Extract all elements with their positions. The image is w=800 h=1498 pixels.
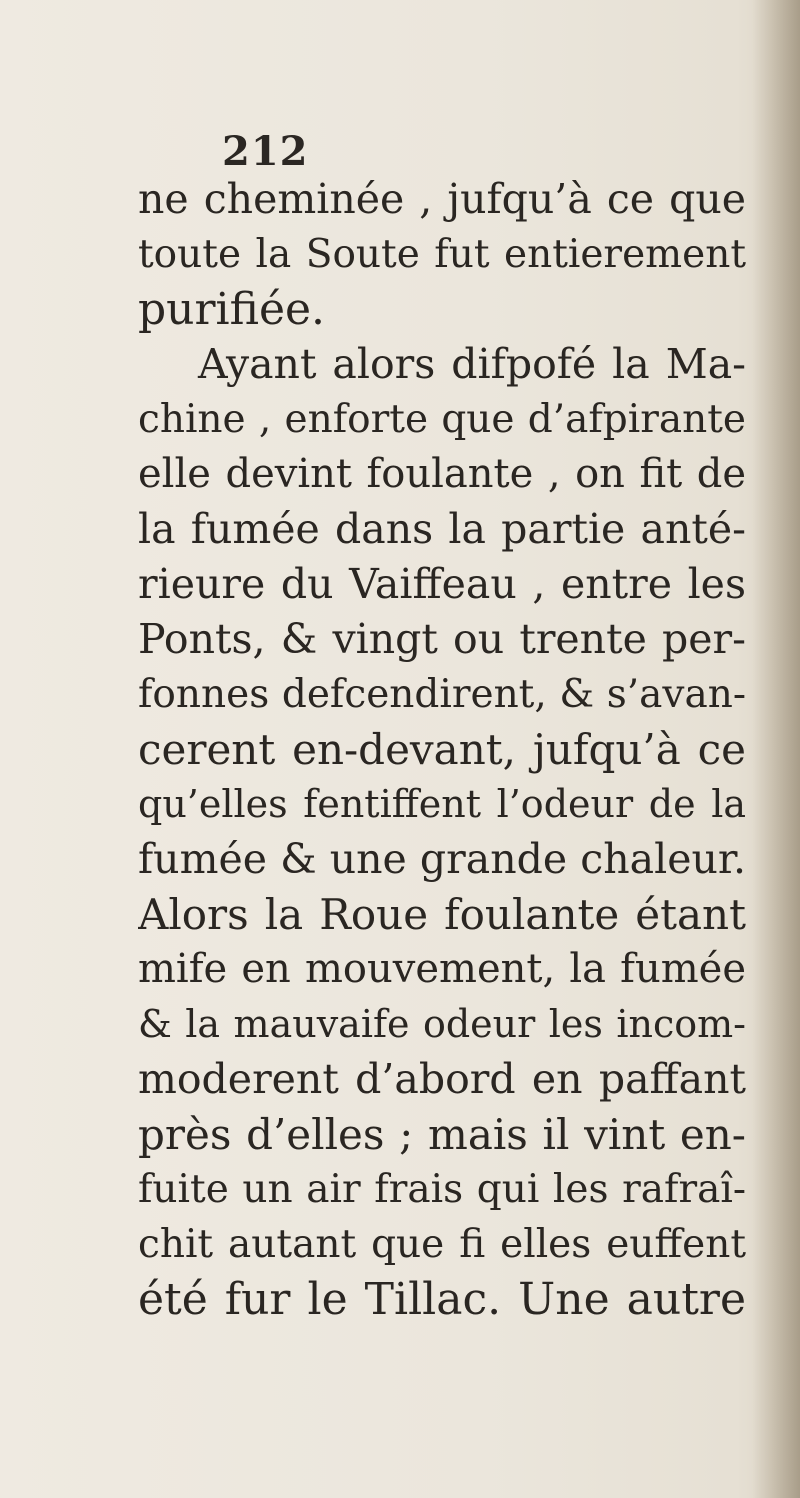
text-line: fumée & une grande chaleur. [138,835,746,883]
text-line: purifiée. [138,284,326,335]
text-line: moderent d’abord en paffant [138,1055,746,1103]
text-line: cerent en-devant, jufqu’à ce [138,725,746,774]
text-line: mife en mouvement, la fumée [138,946,746,992]
text-line: près d’elles ; mais il vint en- [138,1110,746,1159]
page-number: 212 [222,128,309,175]
text-line: chit autant que fi elles euffent [138,1222,746,1267]
text-line: Ayant alors difpofé la Ma- [198,340,746,388]
text-line: elle devint foulante , on fit de [138,451,746,497]
text-line: rieure du Vaiffeau , entre les [138,560,746,608]
page-edge-shadow [752,0,800,1498]
text-line: fonnes defcendirent, & s’avan- [138,672,746,717]
text-line: Ponts, & vingt ou trente per- [138,615,746,663]
text-line: qu’elles fentiffent l’odeur de la [138,782,746,826]
text-line: la fumée dans la partie anté- [138,505,746,553]
text-line: été fur le Tillac. Une autre [138,1274,746,1325]
text-line: & la mauvaife odeur les incom- [138,1002,746,1046]
text-line: toute la Soute fut entierement [138,232,746,277]
text-line: ne cheminée , jufqu’à ce que [138,175,746,223]
body-text [138,172,746,1327]
text-line: fuite un air frais qui les rafraî- [138,1167,746,1212]
text-line: chine , enforte que d’afpirante [138,397,746,442]
text-line: Alors la Roue foulante étant [138,890,746,939]
